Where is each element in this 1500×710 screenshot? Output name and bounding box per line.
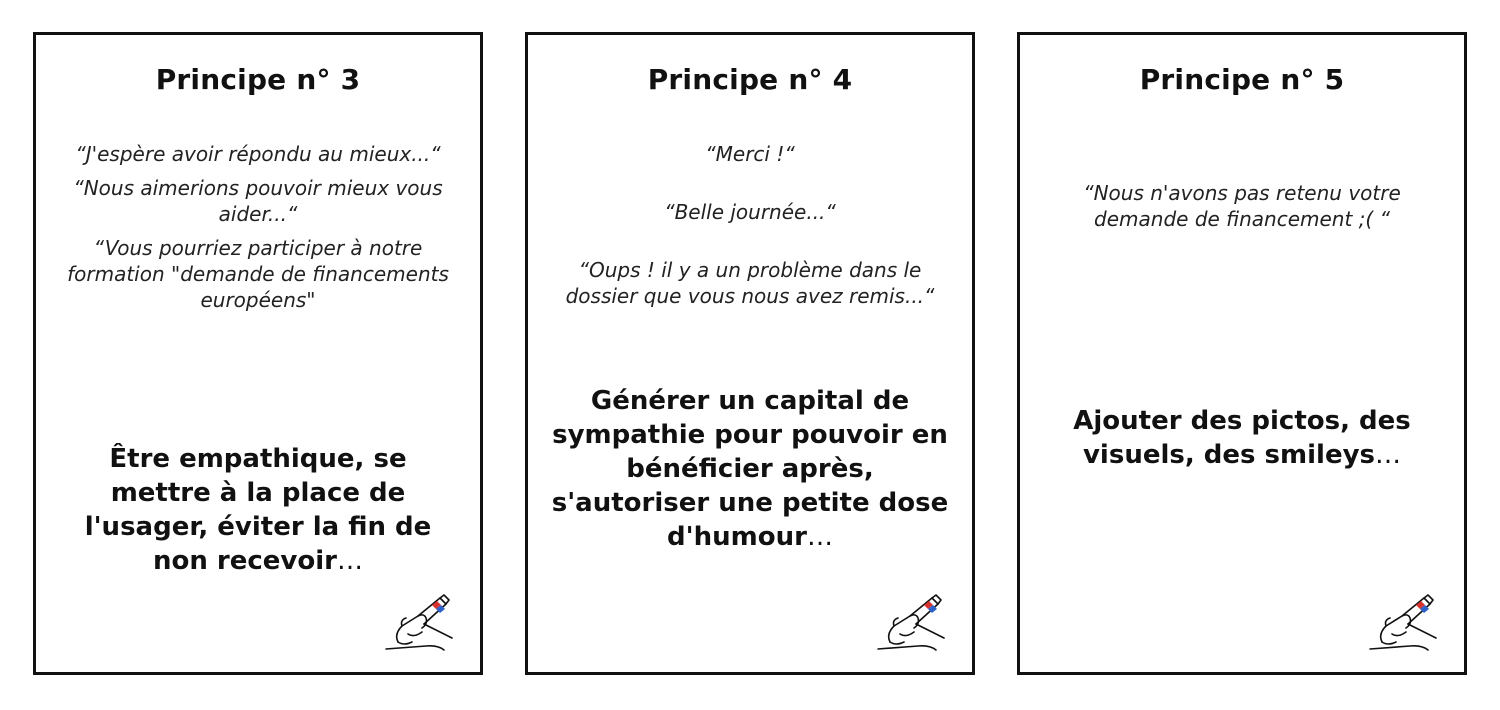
quote-text: “Oups ! il y a un problème dans le dossier que vous nous avez remis...“ <box>565 258 935 308</box>
principle-card-3 <box>33 32 483 675</box>
principle-card-5 <box>1017 32 1467 675</box>
principle-statement <box>550 384 950 554</box>
ellipsis: … <box>806 522 833 552</box>
quote-text: “Nous n'avons pas retenu votre demande de financement ;( “ <box>1083 181 1401 231</box>
card-title: Principe n° 5 <box>1139 63 1345 96</box>
principle-card-4 <box>525 32 975 675</box>
principle-statement <box>58 442 458 578</box>
card-title: Principe n° 3 <box>155 63 361 96</box>
principle-statement-text: Générer un capital de sympathie pour pouvoir en bénéficier après, s'autoriser une petite dose d'humour <box>551 386 949 552</box>
hand-writing-pen-icon <box>378 594 458 656</box>
principle-statement-text: Être empathique, se mettre à la place de l'usager, éviter la fin de non recevoir <box>84 444 432 576</box>
quote-text: “Vous pourriez participer à notre formation "demande de financements européens" <box>67 236 449 312</box>
quotes-block <box>66 141 450 321</box>
ellipsis: … <box>1375 440 1402 470</box>
hand-writing-pen-icon <box>870 594 950 656</box>
ellipsis: … <box>336 546 363 576</box>
hand-writing-pen-icon <box>1362 594 1442 656</box>
quote-text: “J'espère avoir répondu au mieux...“ <box>75 142 441 166</box>
quotes-block <box>558 141 942 341</box>
quote-text: “Nous aimerions pouvoir mieux vous aider...“ <box>73 176 443 226</box>
quotes-block <box>1080 180 1404 232</box>
quote-text: “Merci !“ <box>705 142 795 166</box>
card-title: Principe n° 4 <box>647 63 853 96</box>
principle-statement-text: Ajouter des pictos, des visuels, des smileys <box>1073 406 1411 470</box>
quote-text: “Belle journée...“ <box>664 200 836 224</box>
principle-statement <box>1042 404 1442 472</box>
